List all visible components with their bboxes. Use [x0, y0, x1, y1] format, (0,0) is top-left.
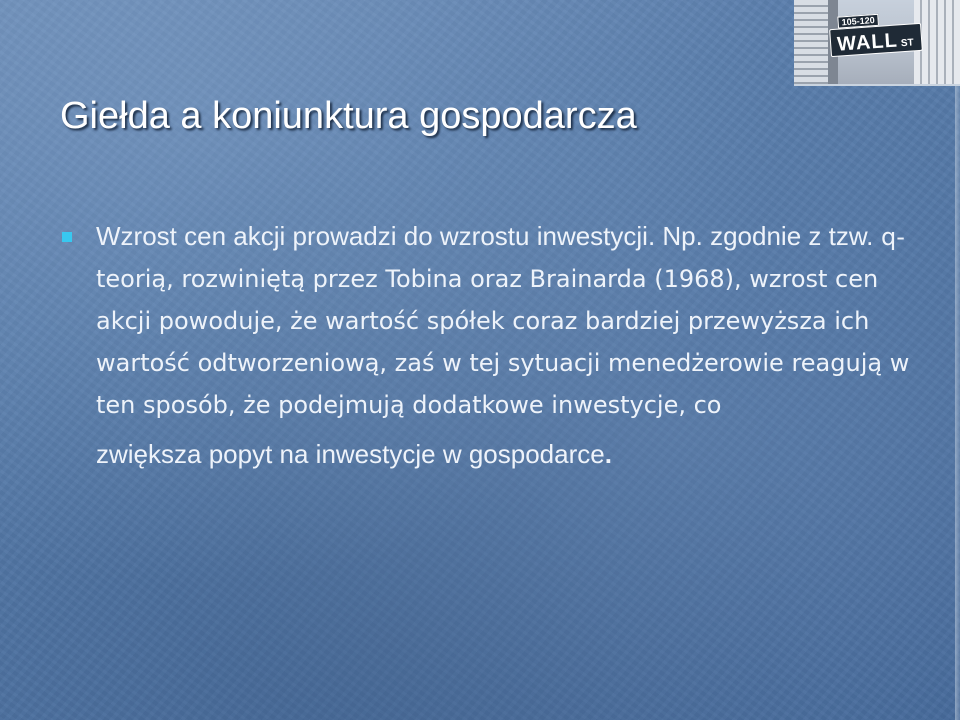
street-sign-numbers: 105-120 [837, 14, 879, 29]
bullet-text-lead: Wzrost cen akcji prowadzi do wzrostu inwestycji. Np. zgodnie z tzw. [96, 221, 874, 251]
bullet-text-middle: q-teorią, rozwiniętą przez Tobina oraz Brainarda (1968), wzrost cen akcji powoduje, że wartość spółek coraz bardziej przewyższa ich wartość odtworzeniową, zaś w tej sytuacji menedżerowie reagują w ten sposób, że podejmują dodatkowe inwestycje, co [96, 223, 910, 419]
wall-street-photo [794, 0, 960, 84]
bullet-text-tail [96, 434, 612, 475]
building-left [794, 0, 828, 84]
street-sign-text: WALL [836, 29, 899, 56]
bullet-text [96, 216, 910, 475]
square-bullet-icon [62, 232, 72, 242]
street-sign-suffix: ST [900, 37, 915, 50]
bullet-text-tail-words: zwiększa popyt na inwestycje w gospodarce [96, 439, 605, 469]
photo-frame-line [794, 84, 960, 86]
bullet-item [60, 216, 910, 475]
bullet-text-end: . [604, 439, 612, 469]
right-frame-line [955, 84, 960, 720]
slide-content [60, 216, 910, 475]
wall-street-sign [829, 15, 923, 57]
slide-title: Giełda a koniunktura gospodarcza [60, 95, 637, 137]
